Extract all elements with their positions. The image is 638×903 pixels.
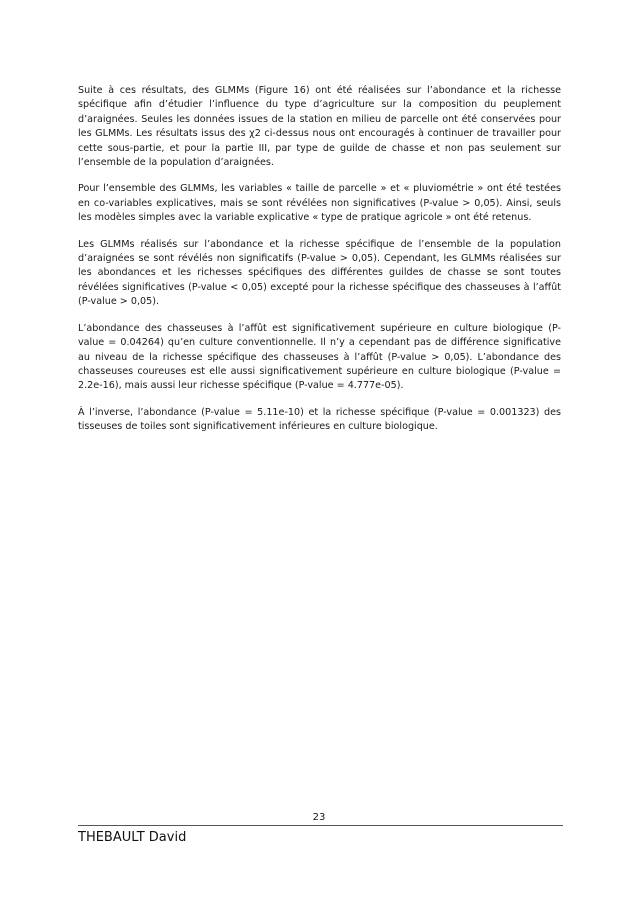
footer-author: THEBAULT David <box>78 830 187 845</box>
paragraph-web-weavers: À l’inverse, l’abondance (P-value = 5.11e-10) et la richesse spécifique (P-value = 0.001323) des tisseuses de toiles sont significativement inférieures en culture biologique. <box>78 406 561 433</box>
paragraph-covariables: Pour l’ensemble des GLMMs, les variables « taille de parcelle » et « pluviométrie » ont été testées en co-variables explicatives, mais se sont révélées non significatives (P-value > 0,05). Ainsi, seuls les modèles simples avec la variable explicative « type de pratique agricole » ont été retenus. <box>78 183 561 224</box>
paragraph-glmm-results: Les GLMMs réalisés sur l’abondance et la richesse spécifique de l’ensemble de la population d’araignées se sont révélés non significatifs (P-value > 0,05). Cependant, les GLMMs réalisées sur les abondances et les richesses spécifiques des différentes guildes de chasse se sont toutes révélées significatives (P-value < 0,05) excepté pour la richesse spécifique des chasseuses à l’affût (P-value > 0,05). <box>78 238 561 308</box>
footer-divider <box>78 825 563 826</box>
body-text <box>78 84 561 447</box>
paragraph-hunting-guilds: L’abondance des chasseuses à l’affût est significativement supérieure en culture biologique (P-value = 0.04264) qu’en culture conventionnelle. Il n’y a cependant pas de différence significative au niveau de la richesse spécifique des chasseuses à l’affût (P-value > 0,05). L’abondance des chasseuses coureuses est elle aussi significativement supérieure en culture biologique (P-value = 2.2e-16), mais aussi leur richesse spécifique (P-value = 4.777e-05). <box>78 322 561 392</box>
paragraph-glmm-intro: Suite à ces résultats, des GLMMs (Figure 16) ont été réalisées sur l’abondance et la richesse spécifique afin d’étudier l’influence du type d’agriculture sur la composition du peuplement d’araignées. Seules les données issues de la station en milieu de parcelle ont été conservées pour les GLMMs. Les résultats issus des χ2 ci-dessus nous ont encouragés à continuer de travailler pour cette sous-partie, et pour la partie III, par type de guilde de chasse et non pas seulement sur l’ensemble de la population d’araignées. <box>78 85 561 169</box>
page-number: 23 <box>312 812 326 823</box>
